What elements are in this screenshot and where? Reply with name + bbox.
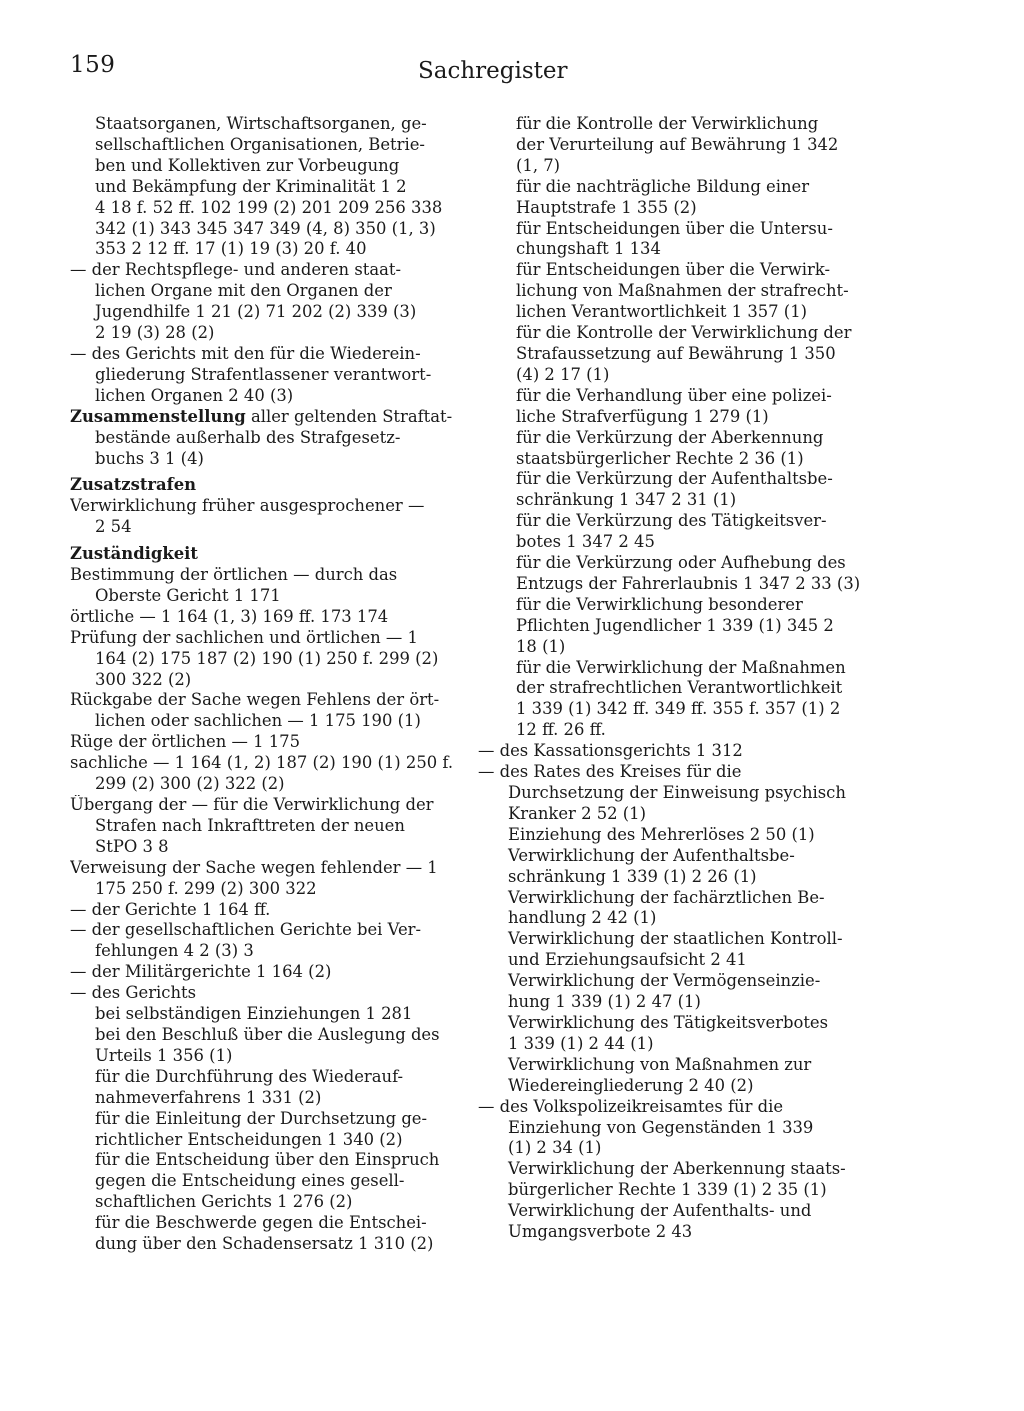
index-entry-line: richtlicher Entscheidungen 1 340 (2): [95, 1129, 403, 1149]
index-entry-line: Entzugs der Fahrerlaubnis 1 347 2 33 (3): [516, 573, 861, 593]
index-entry-line: chungshaft 1 134: [516, 239, 661, 259]
index-entry-line: Pflichten Jugendlicher 1 339 (1) 345 2: [516, 615, 834, 635]
index-entry-line: dung über den Schadensersatz 1 310 (2): [95, 1234, 434, 1254]
index-entry-line: Urteils 1 356 (1): [95, 1045, 233, 1065]
index-entry-line: Strafen nach Inkrafttreten der neuen: [95, 815, 405, 835]
index-entry-line: — der Gerichte 1 164 ff.: [70, 899, 271, 919]
index-entry-line: bürgerlicher Rechte 1 339 (1) 2 35 (1): [508, 1180, 827, 1200]
index-entry-line: fehlungen 4 2 (3) 3: [95, 941, 254, 961]
index-entry-line: schaftlichen Gerichts 1 276 (2): [95, 1192, 353, 1212]
index-entry-line: 12 ff. 26 ff.: [516, 720, 606, 740]
index-entry-line: (4) 2 17 (1): [516, 364, 610, 384]
index-entry-line: Strafaussetzung auf Bewährung 1 350: [516, 343, 836, 363]
index-entry-line: 1 339 (1) 342 ff. 349 ff. 355 f. 357 (1) 2: [516, 699, 841, 719]
index-entry-line: gliederung Strafentlassener verantwort-: [95, 364, 432, 384]
index-entry-line: für die Verkürzung der Aberkennung: [516, 427, 824, 447]
index-entry-line: — des Gerichts mit den für die Wiederein-: [70, 343, 421, 363]
index-entry-line: botes 1 347 2 45: [516, 532, 655, 552]
index-entry-line: Wiedereingliederung 2 40 (2): [508, 1075, 754, 1095]
index-entry-line: bei selbständigen Einziehungen 1 281: [95, 1004, 413, 1024]
index-entry-line: StPO 3 8: [95, 836, 169, 856]
index-column-left: [70, 114, 468, 1255]
index-entry-line: Hauptstrafe 1 355 (2): [516, 197, 697, 217]
index-entry-line: Verwirklichung der Aberkennung staats-: [508, 1159, 846, 1179]
index-entry-line: für Entscheidungen über die Untersu-: [516, 218, 833, 238]
index-entry-line: für die Verkürzung oder Aufhebung des: [516, 553, 846, 573]
index-entry-line: 300 322 (2): [95, 669, 192, 689]
index-entry-line: 164 (2) 175 187 (2) 190 (1) 250 f. 299 (2): [95, 648, 439, 668]
index-entry-line: der strafrechtlichen Verantwortlichkeit: [516, 678, 843, 698]
index-entry-line: 342 (1) 343 345 347 349 (4, 8) 350 (1, 3): [95, 218, 436, 238]
index-entry-line: für die Durchführung des Wiederauf-: [95, 1066, 404, 1086]
index-entry-line: für die Beschwerde gegen die Entschei-: [95, 1213, 427, 1233]
page-header-title: Sachregister: [418, 58, 568, 84]
index-entry-line: Verwirklichung der Aufenthalts- und: [508, 1201, 812, 1221]
index-entry-line: sellschaftlichen Organisationen, Betrie-: [95, 134, 425, 154]
index-entry-line: der Verurteilung auf Bewährung 1 342: [516, 134, 839, 154]
index-entry-line: — des Gerichts: [70, 983, 197, 1003]
index-entry-line: Verwirklichung der Vermögenseinzie-: [508, 971, 821, 991]
index-entry-line: — der Rechtspflege- und anderen staat-: [70, 260, 401, 280]
index-entry-line: Verwirklichung früher ausgesprochener —: [70, 496, 425, 516]
index-entry-line: (1, 7): [516, 155, 561, 175]
index-entry-line: 299 (2) 300 (2) 322 (2): [95, 774, 285, 794]
index-entry-line: Rüge der örtlichen — 1 175: [70, 732, 301, 752]
index-entry-line: lichen Verantwortlichkeit 1 357 (1): [516, 302, 808, 322]
index-entry-line: Zuständigkeit: [70, 544, 198, 564]
index-entry-line: für Entscheidungen über die Verwirk-: [516, 260, 831, 280]
index-entry-line: Zusammenstellung aller geltenden Straftat-: [70, 406, 453, 426]
index-entry-line: sachliche — 1 164 (1, 2) 187 (2) 190 (1) 250 f.: [70, 753, 454, 773]
index-entry-line: 4 18 f. 52 ff. 102 199 (2) 201 209 256 338: [95, 197, 443, 217]
index-entry-line: Jugendhilfe 1 21 (2) 71 202 (2) 339 (3): [95, 302, 417, 322]
index-entry-line: Rückgabe der Sache wegen Fehlens der ört-: [70, 690, 440, 710]
index-entry-line: lichung von Maßnahmen der strafrecht-: [516, 281, 849, 301]
index-entry-line: Oberste Gericht 1 171: [95, 585, 281, 605]
index-column-right: [470, 114, 885, 1243]
index-entry-line: Einziehung von Gegenständen 1 339: [508, 1117, 814, 1137]
index-entry-line: lichen Organen 2 40 (3): [95, 385, 294, 405]
index-entry-line: — der gesellschaftlichen Gerichte bei Ver-: [70, 920, 422, 940]
index-entry-line: 18 (1): [516, 636, 566, 656]
index-entry-line: — des Kassationsgerichts 1 312: [478, 741, 743, 761]
index-entry-line: staatsbürgerlicher Rechte 2 36 (1): [516, 448, 804, 468]
index-entry-line: Verwirklichung von Maßnahmen zur: [508, 1054, 812, 1074]
index-entry-line: Verwirklichung der fachärztlichen Be-: [508, 887, 825, 907]
index-entry-line: handlung 2 42 (1): [508, 908, 657, 928]
index-entry-line: (1) 2 34 (1): [508, 1138, 602, 1158]
index-entry-line: 2 19 (3) 28 (2): [95, 323, 215, 343]
index-entry-line: und Bekämpfung der Kriminalität 1 2: [95, 176, 407, 196]
index-entry-line: und Erziehungsaufsicht 2 41: [508, 950, 747, 970]
index-entry-line: Verwirklichung des Tätigkeitsverbotes: [508, 1012, 829, 1032]
index-keyword: Zusammenstellung: [70, 406, 246, 426]
index-entry-line: für die Verwirklichung der Maßnahmen: [516, 657, 846, 677]
index-entry-line: Prüfung der sachlichen und örtlichen — 1: [70, 627, 418, 647]
index-entry-line: Einziehung des Mehrerlöses 2 50 (1): [508, 824, 815, 844]
index-entry-line: für die Verwirklichung besonderer: [516, 594, 803, 614]
index-entry-line: 353 2 12 ff. 17 (1) 19 (3) 20 f. 40: [95, 239, 367, 259]
index-entry-line: liche Strafverfügung 1 279 (1): [516, 406, 769, 426]
index-entry-line: — des Volkspolizeikreisamtes für die: [478, 1096, 784, 1116]
index-entry-line: Zusatzstrafen: [70, 475, 197, 495]
index-entry-line: nahmeverfahrens 1 331 (2): [95, 1087, 322, 1107]
index-entry-line: 1 339 (1) 2 44 (1): [508, 1033, 654, 1053]
page-number: 159: [70, 52, 116, 78]
index-entry-line: ben und Kollektiven zur Vorbeugung: [95, 155, 400, 175]
index-entry-line: lichen Organe mit den Organen der: [95, 281, 392, 301]
index-entry-line: örtliche — 1 164 (1, 3) 169 ff. 173 174: [70, 606, 389, 626]
index-entry-line: Verwirklichung der Aufenthaltsbe-: [508, 845, 795, 865]
index-entry-line: für die Kontrolle der Verwirklichung: [516, 114, 819, 133]
index-entry-line: Kranker 2 52 (1): [508, 803, 647, 823]
index-entry-line: bestände außerhalb des Strafgesetz-: [95, 427, 401, 447]
index-entry-line: schränkung 1 339 (1) 2 26 (1): [508, 866, 757, 886]
index-entry-line: Verweisung der Sache wegen fehlender — 1: [70, 857, 438, 877]
index-entry-line: hung 1 339 (1) 2 47 (1): [508, 992, 701, 1012]
index-entry-line: für die nachträgliche Bildung einer: [516, 176, 810, 196]
index-entry-line: 2 54: [95, 517, 132, 537]
index-entry-line: — des Rates des Kreises für die: [478, 762, 742, 782]
index-entry-line: — der Militärgerichte 1 164 (2): [70, 962, 332, 982]
index-entry-line: Staatsorganen, Wirtschaftsorganen, ge-: [95, 114, 427, 133]
index-entry-line: lichen oder sachlichen — 1 175 190 (1): [95, 711, 421, 731]
index-entry-line: für die Entscheidung über den Einspruch: [95, 1150, 440, 1170]
index-entry-line: gegen die Entscheidung eines gesell-: [95, 1171, 405, 1191]
index-entry-line: für die Verkürzung des Tätigkeitsver-: [516, 511, 827, 531]
index-entry-line: für die Verkürzung der Aufenthaltsbe-: [516, 469, 833, 489]
index-entry-line: schränkung 1 347 2 31 (1): [516, 490, 737, 510]
index-entry-line: für die Kontrolle der Verwirklichung der: [516, 323, 852, 343]
index-entry-line: bei den Beschluß über die Auslegung des: [95, 1024, 440, 1044]
index-entry-line: für die Einleitung der Durchsetzung ge-: [95, 1108, 428, 1128]
index-entry-line: Verwirklichung der staatlichen Kontroll-: [508, 929, 843, 949]
index-entry-line: Umgangsverbote 2 43: [508, 1222, 693, 1242]
index-entry-line: Durchsetzung der Einweisung psychisch: [508, 783, 846, 802]
index-entry-line: für die Verhandlung über eine polizei-: [516, 385, 832, 405]
index-entry-line: Bestimmung der örtlichen — durch das: [70, 565, 398, 585]
index-entry-line: Übergang der — für die Verwirklichung der: [70, 795, 434, 814]
index-entry-line: 175 250 f. 299 (2) 300 322: [95, 878, 317, 898]
index-entry-line: buchs 3 1 (4): [95, 448, 204, 468]
